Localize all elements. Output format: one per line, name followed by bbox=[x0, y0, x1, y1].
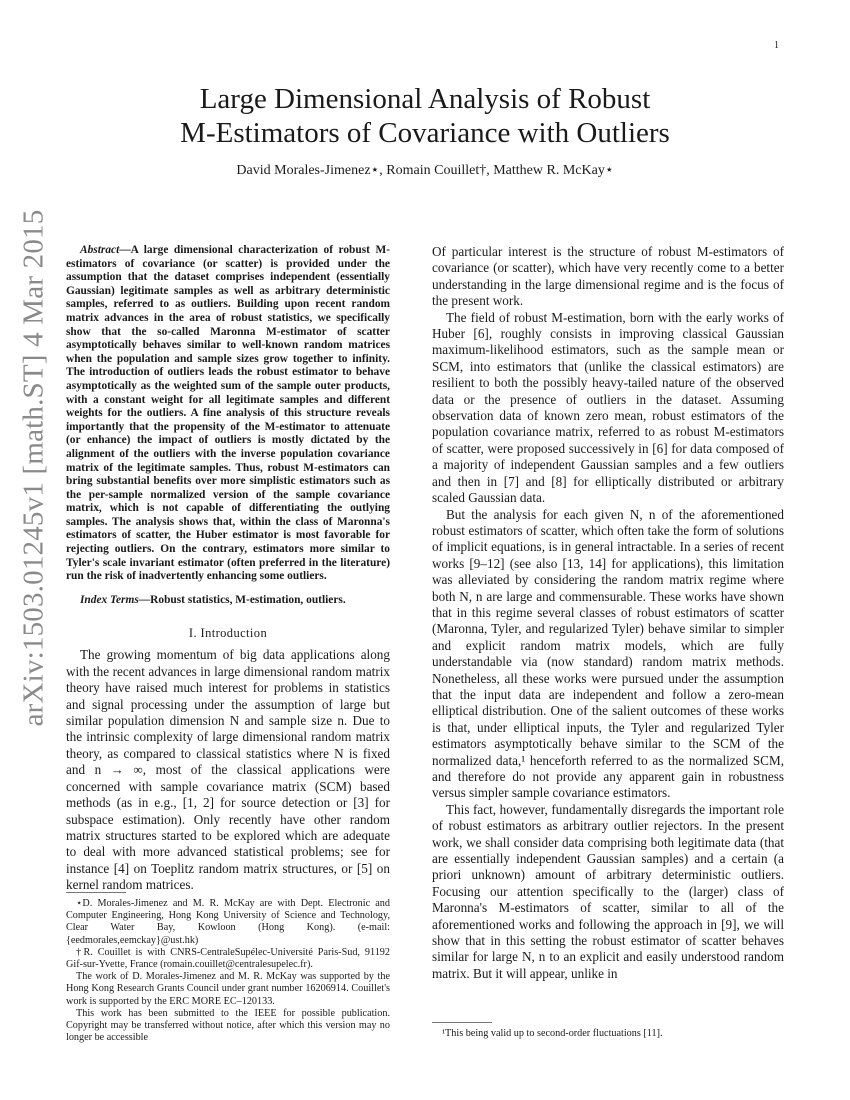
intro-paragraph: The growing momentum of big data applications along with the recent advances in large dimensional random matrix theory have raised much interest for problems in statistics and signal processing under the assumption of large but similar population dimension N and sample size n. Due to the intrinsic complexity of large dimensional random matrix theory, as compared to classical statistics where N is fixed and n → ∞, most of the classical applications were concerned with sample covariance matrix (SCM) based methods (as in e.g., [1, 2] for source detection or [3] for subspace estimation). Only recently have other random matrix structures started to be explored which are adequate to deal with more advanced statistical problems; see for instance [4] on Toeplitz random matrix structures, or [5] on kernel random matrices. bbox=[66, 647, 390, 893]
paragraph: But the analysis for each given N, n of the aforementioned robust estimators of scatter, which often take the form of solutions of implicit equations, is in general intractable. In a series of recent works [9–12] (see also [13, 14] for applications), this limitation was alleviated by considering the random matrix regime where both N, n are large and commensurable. These works have shown that in this regime several classes of robust estimators of scatter (Maronna, Tyler, and regularized Tyler) behave similar to simpler and explicit random matrix models, which are fully understandable via (now standard) random matrix methods. Nonetheless, all these works were pursued under the assumption that the input data are independent and follow a zero-mean elliptical distribution. One of the salient outcomes of these works is that, under elliptical inputs, the Tyler and regularized Tyler estimators asymptotically behave similar to the SCM of the normalized data,¹ henceforth referred to as the normalized SCM, and therefore do not provide any apparent gain in robustness versus simpler sample covariance estimators. bbox=[432, 506, 784, 801]
index-terms-label: Index Terms bbox=[80, 593, 139, 606]
abstract: Abstract—A large dimensional characterization of robust M-estimators of covariance (or scatter) is provided under the assumption that the dataset comprises independent (essentially Gaussian) legitimate samples as well as arbitrary deterministic samples, referred to as outliers. Building upon recent random matrix advances in the area of robust statistics, we specifically show that the so-called Maronna M-estimator of scatter asymptotically behaves similar to well-known random matrices when the population and sample sizes grow together to infinity. The introduction of outliers leads the robust estimator to behave asymptotically as the weighted sum of the sample outer products, with a constant weight for all legitimate samples and different weights for the outliers. A fine analysis of this structure reveals importantly that the propensity of the M-estimator to attenuate (or enhance) the impact of outliers is mostly dictated by the alignment of the outliers with the inverse population covariance matrix of the legitimate samples. Thus, robust M-estimators can bring substantial benefits over more simplistic estimators such as the per-sample normalized version of the sample covariance matrix, which is not capable of differentiating the outlying samples. The analysis shows that, within the class of Maronna's estimators of scatter, the Huber estimator is most favorable for rejecting outliers. On the contrary, estimators more similar to Tyler's scale invariant estimator (often preferred in the literature) run the risk of inadvertently enhancing some outliers. bbox=[66, 244, 390, 583]
footnote-rule-right bbox=[432, 1022, 492, 1023]
footnote-copyright: This work has been submitted to the IEEE for possible publication. Copyright may be transferred without notice, after which this version may no longer be accessible bbox=[66, 1007, 390, 1044]
index-terms: Index Terms—Robust statistics, M-estimation, outliers. bbox=[80, 593, 346, 606]
title-line-2: M-Estimators of Covariance with Outliers bbox=[180, 117, 670, 149]
right-column bbox=[432, 244, 784, 982]
paper-title bbox=[60, 82, 790, 150]
arxiv-stamp-text: arXiv:1503.01245v1 [math.ST] 4 Mar 2015 bbox=[17, 209, 50, 727]
paragraph: Of particular interest is the structure of robust M-estimators of covariance (or scatter), which have very recently come to a better understanding in the large dimensional regime and is the focus of the present work. bbox=[432, 244, 784, 309]
left-column bbox=[66, 244, 390, 894]
footnote-1: ¹This being valid up to second-order fluctuations [11]. bbox=[442, 1028, 663, 1039]
footnote-affiliation-2: †R. Couillet is with CNRS-CentraleSupélec-Université Paris-Sud, 91192 Gif-sur-Yvette, France (romain.couillet@centralesupelec.fr). bbox=[66, 946, 390, 971]
page-number: 1 bbox=[774, 40, 779, 51]
footnote-rule bbox=[66, 892, 126, 893]
author-list: David Morales-Jimenez⋆, Romain Couillet†, Matthew R. McKay⋆ bbox=[236, 163, 614, 178]
footnote-affiliation-1: ⋆D. Morales-Jimenez and M. R. McKay are with Dept. Electronic and Computer Engineering, Hong Kong University of Science and Technology, Clear Water Bay, Kowloon (Hong Kong). (e-mail:{eedmorales,eemckay}@ust.hk) bbox=[66, 898, 390, 946]
section-heading: I. Introduction bbox=[188, 626, 268, 641]
footnotes bbox=[66, 898, 390, 1044]
index-terms-text: Robust statistics, M-estimation, outliers. bbox=[150, 593, 346, 606]
abstract-label: Abstract bbox=[80, 244, 120, 256]
paragraph: The field of robust M-estimation, born with the early works of Huber [6], roughly consists in improving classical Gaussian maximum-likelihood estimators, such as the sample mean or SCM, into estimators that (unlike the classical estimators) are resilient to both the possibly heavy-tailed nature of the observed data or the presence of outliers in the dataset. Assuming observation data of known zero mean, robust estimators of the population covariance matrix, referred to as robust M-estimators of scatter, were proposed successively in [6] for data composed of a majority of independent Gaussian samples and a few outliers and then in [7] and [8] for elliptically distributed or arbitrary scaled Gaussian data. bbox=[432, 309, 784, 506]
title-line-1: Large Dimensional Analysis of Robust bbox=[199, 83, 651, 115]
abstract-text: A large dimensional characterization of robust M-estimators of covariance (or scatter) is provided under the assumption that the dataset comprises independent (essentially Gaussian) legitimate samples as well as arbitrary deterministic samples, referred to as outliers. Building upon recent random matrix advances in the area of robust statistics, we specifically show that the so-called Maronna M-estimator of scatter asymptotically behaves similar to well-known random matrices when the population and sample sizes grow together to infinity. The introduction of outliers leads the robust estimator to behave asymptotically as the weighted sum of the sample outer products, with a constant weight for all legitimate samples and different weights for the outliers. A fine analysis of this structure reveals importantly that the propensity of the M-estimator to attenuate (or enhance) the impact of outliers is mostly dictated by the alignment of the outliers with the inverse population covariance matrix of the legitimate samples. Thus, robust M-estimators can bring substantial benefits over more simplistic estimators such as the per-sample normalized version of the sample covariance matrix, which is not capable of differentiating the outlying samples. The analysis shows that, within the class of Maronna's estimators of scatter, the Huber estimator is most favorable for rejecting outliers. On the contrary, estimators more similar to Tyler's scale invariant estimator (often preferred in the literature) run the risk of inadvertently enhancing some outliers. bbox=[66, 244, 390, 583]
right-footnote bbox=[432, 1028, 784, 1040]
paragraph: This fact, however, fundamentally disregards the important role of robust estimators as arbitrary outlier rejectors. In the present work, we shall consider data comprising both legitimate data (that are essentially independent Gaussian samples) and a certain (a priori unknown) amount of arbitrary deterministic outliers. Focusing our attention specifically to the (larger) class of Maronna's M-estimators of scatter, similar to all of the aforementioned works and following the approach in [9], we will show that in this setting the robust estimator of scatter behaves similar for large N, n to an explicit and easily understood random matrix. But it will appear, unlike in bbox=[432, 801, 784, 981]
footnote-funding: The work of D. Morales-Jimenez and M. R. McKay was supported by the Hong Kong Research Grants Council under grant number 16206914. Couillet's work is supported by the ERC MORE EC–120133. bbox=[66, 971, 390, 1007]
